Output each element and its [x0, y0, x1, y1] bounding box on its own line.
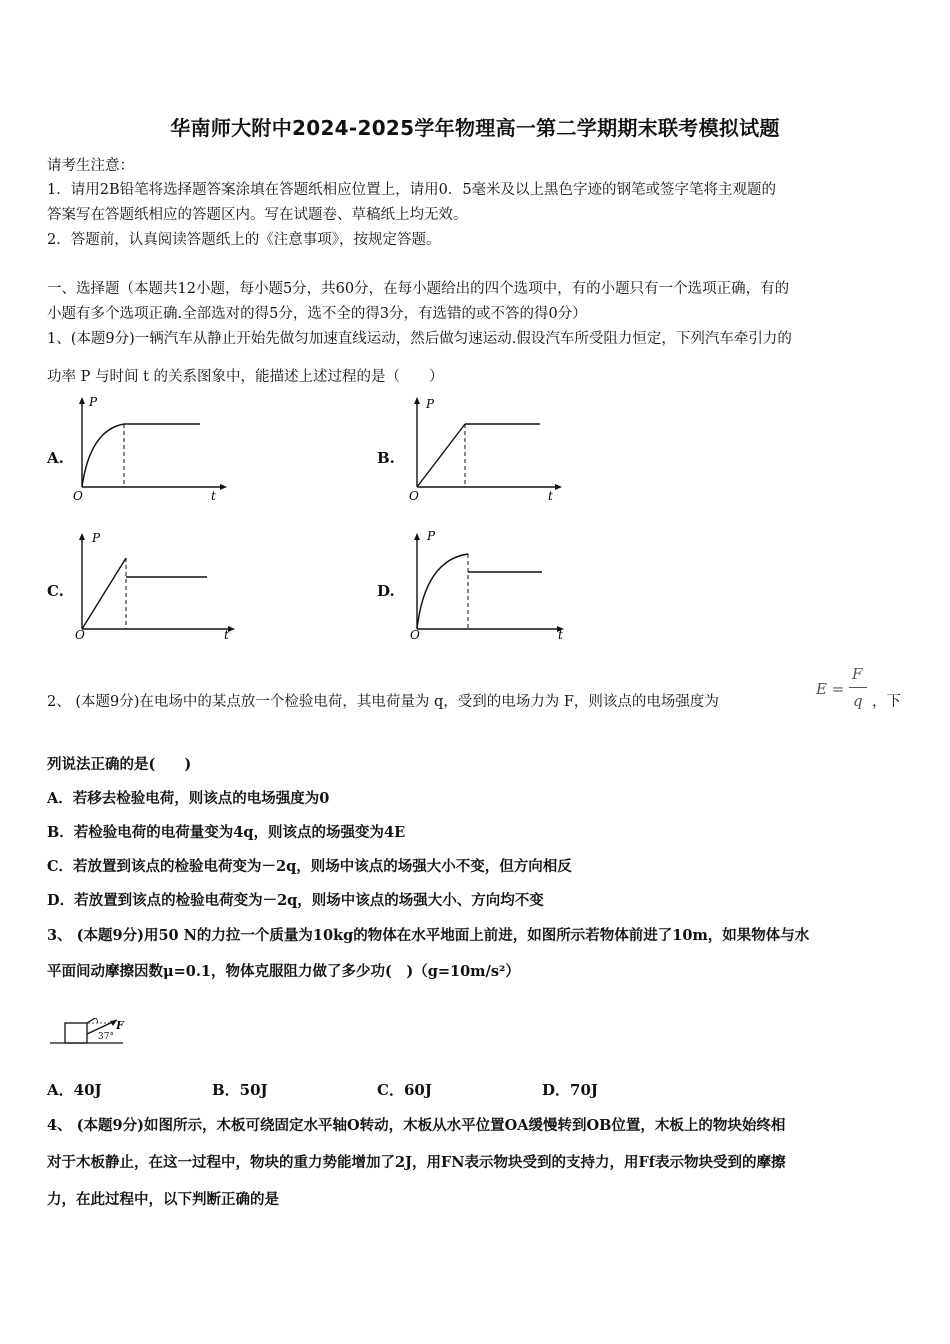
q1-option-b-label: B. [377, 449, 395, 467]
notice-heading: 请考生注意： [47, 158, 134, 174]
notice-item-1b: 答案写在答题纸相应的答题区内。写在试题卷、草稿纸上均无效。 [47, 207, 468, 223]
graph-c-o-label: O [75, 628, 85, 642]
graph-b-y-arrow [414, 397, 420, 404]
q4-line-1: 4、 (本题9分)如图所示，木板可绕固定水平轴O转动，木板从水平位置OA缓慢转到OB位置，木板上的物块始终相 [47, 1117, 786, 1134]
q2-option-c: C．若放置到该点的检验电荷变为－2q，则场中该点的场强大小不变，但方向相反 [47, 858, 572, 875]
graph-a-y-arrow [79, 397, 85, 404]
q2-option-d: D．若放置到该点的检验电荷变为－2q，则场中该点的场强大小、方向均不变 [47, 892, 544, 909]
graph-b [405, 392, 565, 504]
q3-choice-d: D．70J [542, 1081, 598, 1099]
section-1-line-1: 一、选择题（本题共12小题，每小题5分，共60分，在每小题给出的四个选项中，有的小题只有一个选项正确，有的 [47, 281, 790, 297]
graph-c [70, 526, 240, 644]
graph-b-t-label: t [548, 489, 553, 503]
graph-b-ramp [417, 424, 465, 487]
q2-option-a: A．若移去检验电荷，则该点的电场强度为0 [47, 790, 330, 807]
graph-d-o-label: O [410, 628, 420, 642]
graph-c-x-arrow [228, 626, 235, 632]
notice-item-2: 2．答题前，认真阅读答题纸上的《注意事项》，按规定答题。 [47, 232, 441, 248]
section-1-line-2: 小题有多个选项正确.全部选对的得5分，选不全的得3分，有选错的或不答的得0分） [47, 306, 587, 322]
q4-line-3: 力，在此过程中，以下判断正确的是 [47, 1191, 279, 1208]
graph-b-p-label: P [426, 397, 435, 411]
graph-d-p-label: P [427, 529, 436, 543]
graph-d-curve [417, 554, 468, 629]
graph-b-x-arrow [555, 484, 562, 490]
q1-line-2: 功率 P 与时间 t 的关系图象中，能描述上述过程的是（ ） [47, 369, 444, 385]
q3-angle-label: 37° [98, 1032, 114, 1042]
q2-option-b: B．若检验电荷的电荷量变为4q，则该点的场强变为4E [47, 824, 406, 841]
graph-a-p-label: P [89, 395, 98, 409]
graph-c-y-arrow [79, 533, 85, 540]
graph-c-p-label: P [92, 531, 101, 545]
q3-force-label: F [116, 1019, 124, 1032]
q3-line-2: 平面间动摩擦因数μ=0.1，物体克服阻力做了多少功( )（g=10m/s²） [47, 963, 520, 980]
q4-line-2: 对于木板静止，在这一过程中，物块的重力势能增加了2J，用FN表示物块受到的支持力，用Ff表示物块受到的摩擦 [47, 1154, 786, 1171]
graph-b-o-label: O [409, 489, 419, 503]
q1-option-c-label: C. [47, 582, 64, 600]
q3-line-1: 3、 (本题9分)用50 N的力拉一个质量为10kg的物体在水平地面上前进，如图所示若物体前进了10m，如果物体与水 [47, 927, 810, 944]
q2-line-1: 2、 (本题9分)在电场中的某点放一个检验电荷，其电荷量为 q，受到的电场力为 F，则该点的电场强度为 [47, 694, 719, 710]
graph-d [405, 526, 575, 644]
q2-formula-denominator: q [853, 692, 863, 710]
q2-fraction-bar [849, 687, 867, 688]
q3-choice-a: A．40J [47, 1081, 102, 1099]
q3-choice-c: C．60J [377, 1081, 432, 1099]
q3-choice-b: B．50J [212, 1081, 268, 1099]
page-title: 华南师大附中2024-2025学年物理高一第二学期期末联考模拟试题 [170, 116, 780, 140]
graph-a-curve [82, 424, 124, 487]
q1-line-1: 1、(本题9分)一辆汽车从静止开始先做匀加速直线运动，然后做匀速运动.假设汽车所受阻力恒定，下列汽车牵引力的 [47, 331, 792, 347]
graph-d-y-arrow [414, 533, 420, 540]
graph-a-o-label: O [73, 489, 83, 503]
q2-line-1-tail: ，下 [872, 694, 901, 710]
graph-a-t-label: t [211, 489, 216, 503]
graph-c-ramp [82, 558, 126, 629]
graph-a [70, 392, 230, 504]
q2-formula-lhs: E = [816, 680, 845, 698]
graph-c-t-label: t [224, 628, 229, 642]
notice-item-1a: 1．请用2B铅笔将选择题答案涂填在答题纸相应位置上，请用0．5毫米及以上黑色字迹的钢笔或签字笔将主观题的 [47, 182, 777, 198]
graph-a-x-arrow [220, 484, 227, 490]
q1-option-d-label: D. [377, 582, 395, 600]
q2-line-2: 列说法正确的是( ) [47, 756, 192, 773]
graph-d-t-label: t [558, 628, 563, 642]
q2-formula-numerator: F [852, 665, 863, 683]
q1-option-a-label: A. [47, 449, 64, 467]
